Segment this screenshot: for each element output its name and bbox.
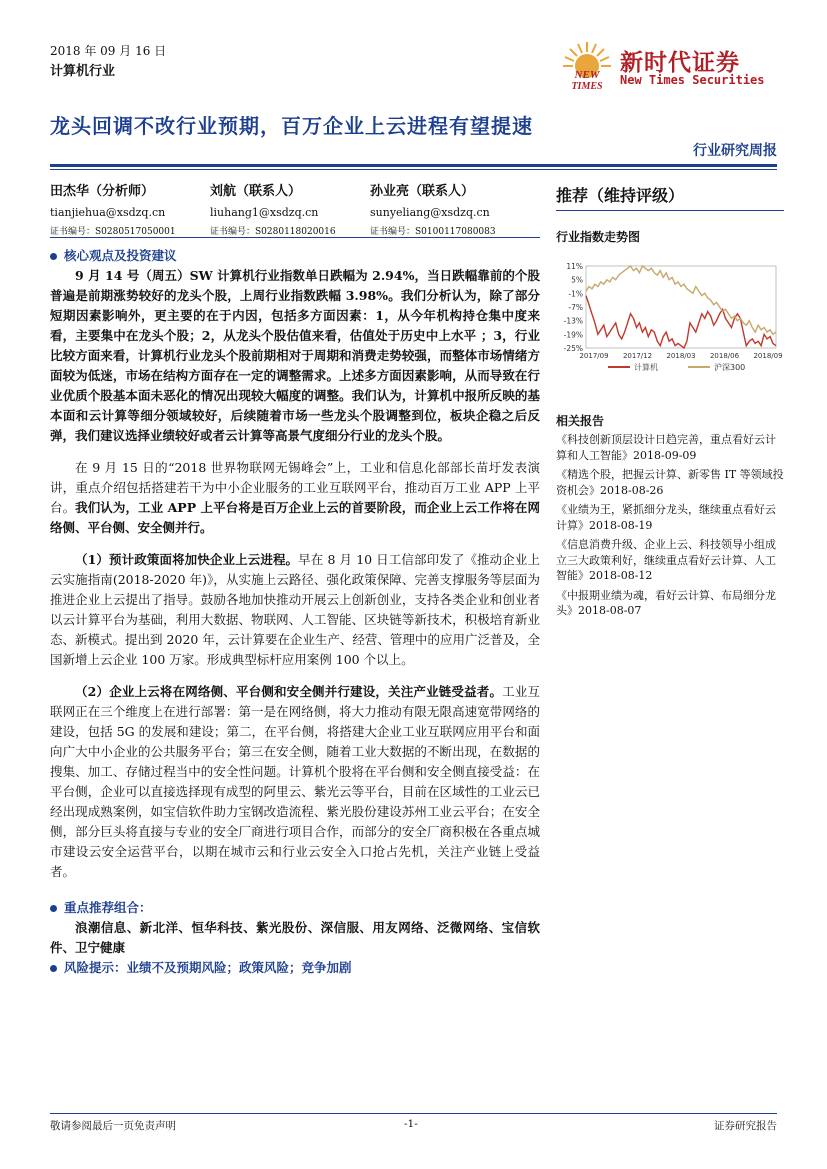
analyst-email[interactable]: sunyeliang@xsdzq.cn	[370, 206, 490, 219]
recommend-list: 浪潮信息、新北洋、恒华科技、紫光股份、深信服、用友网络、泛微网络、宝信软件、卫宁健康	[50, 920, 540, 955]
cloud-heading: （2）企业上云将在网络侧、平台侧和安全侧并行建设，关注产业链受益者。	[75, 684, 503, 699]
svg-text:TIMES: TIMES	[571, 81, 603, 92]
logo-sunburst-icon	[556, 38, 618, 100]
report-type: 行业研究周报	[693, 143, 777, 159]
report-title: 龙头回调不改行业预期，百万企业上云进程有望提速	[50, 114, 533, 138]
analyst-email[interactable]: tianjiehua@xsdzq.cn	[50, 206, 166, 219]
recommend-heading	[50, 898, 540, 918]
analyst-cert: 证书编号：S0100117080083	[370, 227, 496, 237]
related-report-item[interactable]: 《信息消费升级、企业上云、科技领导小组成立三大政策利好，继续重点看好云计算、人工智能》2018-08-12	[556, 538, 776, 582]
legend-label: 沪深300	[714, 363, 746, 372]
core-view-heading	[50, 246, 540, 266]
analyst-name: 田杰华（分析师）	[50, 184, 155, 199]
analyst-1	[50, 180, 176, 237]
y-tick-label: -13%	[563, 316, 583, 326]
analyst-cert: 证书编号：S0280517050001	[50, 227, 176, 237]
paragraph-policy	[50, 550, 540, 670]
analyst-name: 刘航（联系人）	[210, 184, 302, 199]
logo-english-name: New Times Securities	[620, 73, 765, 87]
footer-doc-type: 证券研究报告	[714, 1120, 777, 1132]
policy-heading: （1）预计政策面将加快企业上云进程。	[75, 552, 299, 567]
analyst-name: 孙业亮（联系人）	[370, 184, 475, 199]
rating-rule	[556, 210, 784, 211]
risk-text: 业绩不及预期风险；政策风险；竞争加剧	[126, 960, 352, 975]
y-tick-label: -25%	[563, 344, 583, 353]
x-tick-label: 2018/06	[709, 352, 740, 360]
related-report-item[interactable]: 《科技创新顶层设计日趋完善，重点看好云计算和人工智能》2018-09-09	[556, 433, 776, 462]
analyst-cert: 证书编号：S0280118020016	[210, 227, 336, 237]
x-tick-label: 2018/03	[666, 352, 696, 360]
policy-text: 早在 8 月 10 日工信部印发了《推动企业上云实施指南(2018-2020 年)》，从实施上云路径、强化政策保障、完善支撑服务等层面为推进企业上云提出了指导。鼓励各地加快推动开展云上创新创业，支持各类企业和创业者以云计算平台为基础，利用大数据、物联网、人工智能、区块链等新技术，积极培育新业态、新模式。提出到 2020 年，云计算要在企业生产、经营、管理中的应用广泛普及，全国新增上云企业 100 万家。形成典型标杆应用案例 100 个以上。	[50, 552, 540, 667]
logo-chinese-name: 新时代证券	[620, 49, 740, 76]
y-tick-label: -7%	[568, 303, 583, 312]
related-report-item[interactable]: 《中报期业绩为魂，看好云计算、布局细分龙头》2018-08-07	[556, 588, 776, 617]
page-number: -1-	[404, 1118, 418, 1130]
series-line-computer	[586, 296, 776, 348]
analyst-rule	[50, 237, 540, 238]
analyst-3	[370, 180, 496, 237]
summit-text: 在 9 月 15 日的“2018 世界物联网无锡峰会”上，工业和信息化部部长苗圩发表演讲，重点介绍包括搭建若干为中小企业服务的工业互联网平台，推动百万工业 APP 上平台。	[50, 460, 540, 515]
bullet-icon	[50, 965, 57, 972]
related-report-item[interactable]: 《精选个股，把握云计算、新零售 IT 等领域投资机会》2018-08-26	[556, 468, 784, 497]
index-trend-chart	[552, 260, 784, 385]
chart-title: 行业指数走势图	[556, 230, 641, 244]
related-reports-title: 相关报告	[556, 414, 605, 428]
analyst-2	[210, 180, 336, 237]
core-view-heading-text: 核心观点及投资建议	[64, 248, 177, 263]
bullet-icon	[50, 905, 57, 912]
legend-label: 计算机	[634, 363, 658, 372]
industry-label: 计算机行业	[50, 64, 116, 79]
bullet-icon	[50, 253, 57, 260]
related-reports-list	[556, 432, 784, 623]
paragraph-summit	[50, 458, 540, 538]
report-date: 2018 年 09 月 16 日	[50, 44, 167, 58]
recommend-heading-text: 重点推荐组合：	[64, 900, 152, 915]
y-tick-label: 5%	[571, 275, 583, 285]
y-tick-label: -19%	[563, 330, 583, 340]
summit-opinion: 我们认为，工业 APP 上平台将是百万企业上云的首要阶段，而企业上云工作将在网络侧、平台侧、安全侧并行。	[50, 500, 540, 535]
rating-box	[556, 183, 784, 206]
header-rule-thin	[50, 169, 777, 170]
header-rule	[50, 164, 777, 167]
risk-line	[50, 958, 540, 978]
footer-disclaimer[interactable]: 敬请参阅最后一页免责声明	[50, 1120, 176, 1132]
svg-text:NEW: NEW	[574, 69, 600, 81]
risk-heading: 风险提示：	[64, 960, 127, 975]
chart-svg	[552, 260, 784, 385]
y-tick-label: 11%	[566, 262, 583, 271]
related-report-item[interactable]: 《业绩为王，紧抓细分龙头，继续重点看好云计算》2018-08-19	[556, 503, 776, 532]
paragraph-cloud	[50, 682, 540, 882]
rating-label: 推荐（维持评级）	[556, 186, 685, 205]
cloud-text: 工业互联网正在三个维度上在进行部署：第一是在网络侧，将大力推动有限无限高速宽带网络的建设，包括 5G 的发展和建设；第二，在平台侧，将搭建大企业工业互联网应用平台和面向广大中小企业的公共服务平台；第三在安全侧，随着工业大数据的不断出现，在数据的搜集、加工、存储过程当中的安全性问题。计算机个股将在平台侧和安全侧直接受益：在平台侧，企业可以直接选择现有成型的阿里云、紫光云等平台，目前在区域性的工业云已经出现成熟案例，如宝信软件助力宝钢改造流程、紫光股份建设苏州工业云平台；在安全侧，部分巨头将直接与专业的安全厂商进行项目合作，而部分的安全厂商积极在各重点城市建设云安全运营平台，以期在城市云和行业云安全入口抢占先机，关注产业链上受益者。	[50, 684, 540, 879]
y-tick-label: -1%	[568, 289, 583, 299]
x-tick-label: 2017/12	[622, 352, 653, 360]
main-body	[50, 246, 540, 978]
core-view-paragraph: 9 月 14 号（周五）SW 计算机行业指数单日跌幅为 2.94%，当日跌幅靠前的个股普遍是前期涨势较好的龙头个股，上周行业指数跌幅 3.98%。我们分析认为，除了部分短期因素影响外，更主要的在于内因，包括多方面因素：1，从今年机构持仓集中度来看，主要集中在龙头个股；2，从龙头个股估值来看，估值处于历史中上水平 ；3，行业比较方面来看，计算机行业龙头个股前期相对于周期和消费走势较强，而整体市场情绪方面较为低迷，市场在结构方面存在一定的调整需求。上述多方面因素影响，从而导致在行业优质个股基本面未恶化的情况出现较大幅度的调整。我们认为，计算机中报所反映的基本面和云计算等细分领域较好，后续随着市场一些龙头个股调整到位，板块企稳之后反弹，我们建议选择业绩较好或者云计算等高景气度细分行业的龙头个股。	[50, 268, 540, 443]
footer-rule	[50, 1113, 777, 1114]
x-tick-label: 2017/09	[579, 352, 609, 360]
x-tick-label: 2018/09	[753, 352, 783, 360]
analyst-email[interactable]: liuhang1@xsdzq.cn	[210, 206, 319, 219]
